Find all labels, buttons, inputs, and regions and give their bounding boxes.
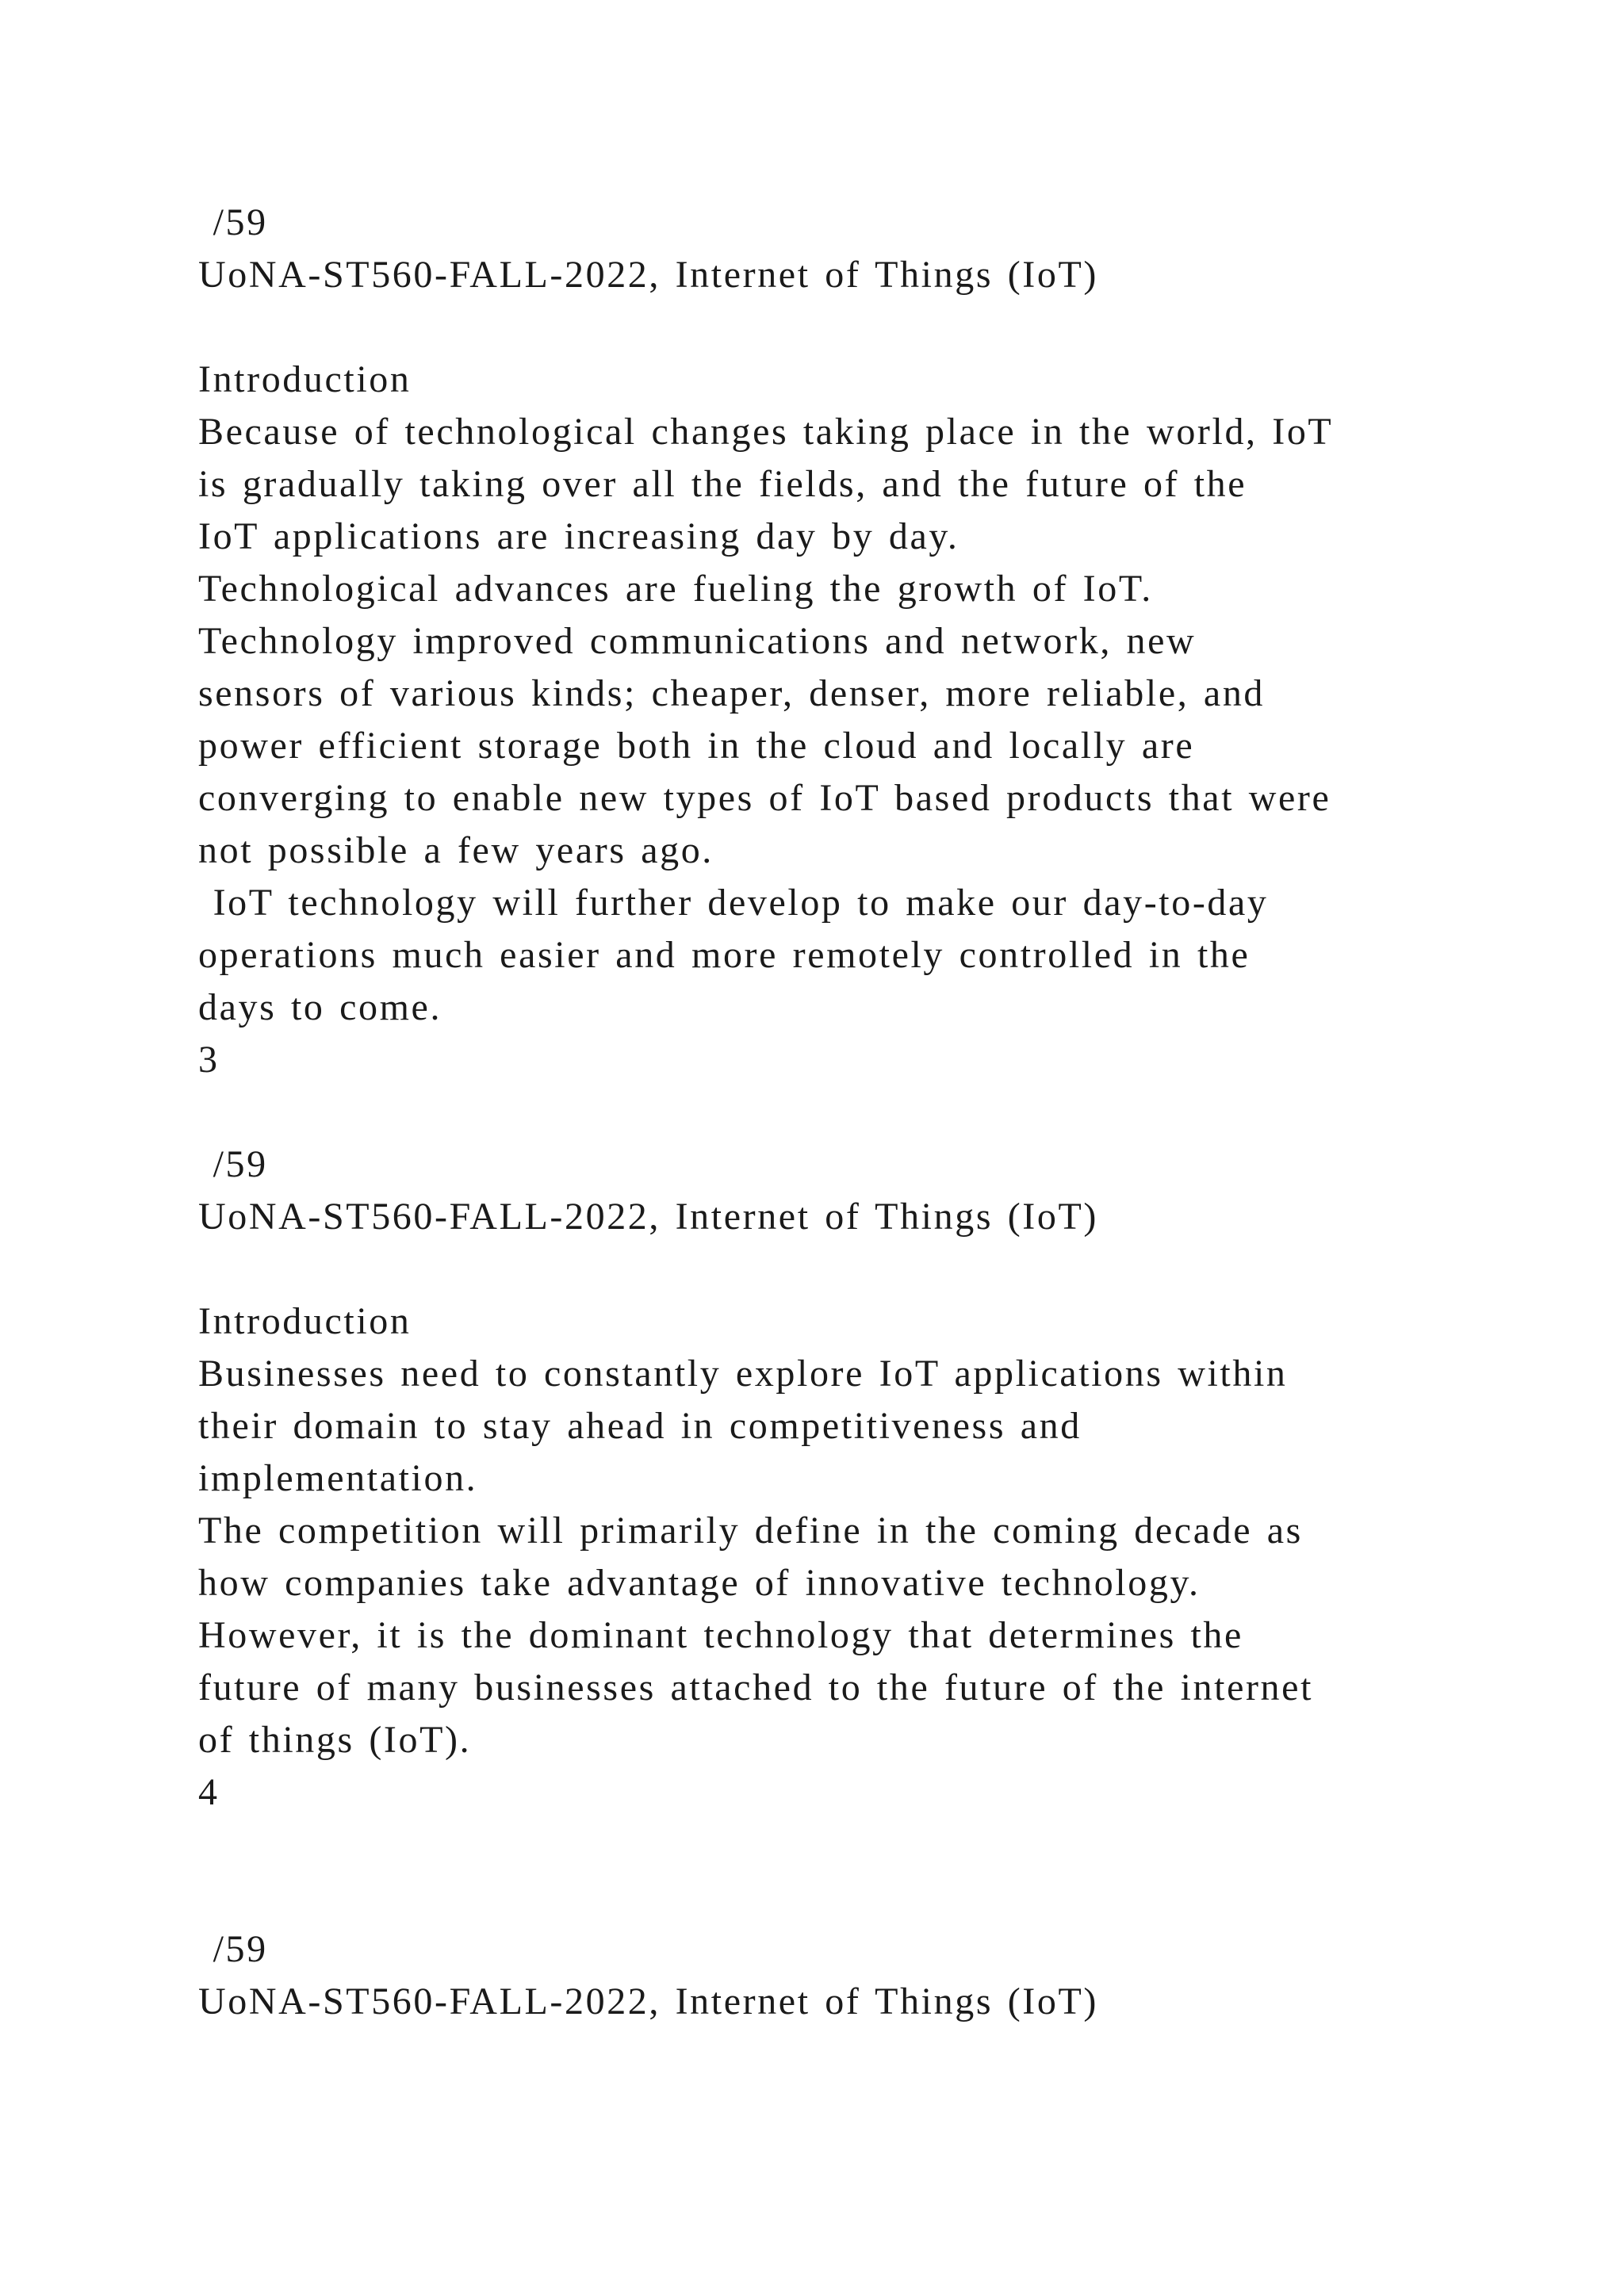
- slide-block: [198, 197, 1499, 1086]
- body-line: is gradually taking over all the fields, and the future of the: [198, 463, 1247, 505]
- slide-block: [198, 1138, 1499, 1819]
- page-marker: /59: [198, 1928, 268, 1970]
- body-line: power efficient storage both in the cloud and locally are: [198, 725, 1195, 767]
- body-line: The competition will primarily define in the coming decade as: [198, 1510, 1303, 1552]
- spacer: [198, 1243, 1499, 1295]
- course-header: UoNA-ST560-FALL-2022, Internet of Things (IoT): [198, 1196, 1098, 1238]
- section-title: Introduction: [198, 1300, 412, 1342]
- body-line: Businesses need to constantly explore IoT applications within: [198, 1353, 1288, 1395]
- body-line: sensors of various kinds; cheaper, denser, more reliable, and: [198, 672, 1266, 714]
- body-line: not possible a few years ago.: [198, 829, 714, 871]
- spacer: [198, 1819, 1499, 1923]
- body-line: operations much easier and more remotely controlled in the: [198, 934, 1251, 976]
- body-line: of things (IoT).: [198, 1719, 472, 1761]
- slide-number: 4: [198, 1771, 220, 1813]
- body-line: Technological advances are fueling the growth of IoT.: [198, 568, 1153, 610]
- body-line: implementation.: [198, 1457, 478, 1499]
- spacer: [198, 1086, 1499, 1138]
- section-title: Introduction: [198, 358, 412, 400]
- slide-number: 3: [198, 1039, 220, 1081]
- slide-block: [198, 1923, 1499, 2028]
- body-line: Technology improved communications and network, new: [198, 620, 1197, 662]
- body-line: future of many businesses attached to the future of the internet: [198, 1667, 1314, 1709]
- body-line: IoT technology will further develop to make our day-to-day: [198, 882, 1269, 924]
- page-marker: /59: [198, 1143, 268, 1185]
- course-header: UoNA-ST560-FALL-2022, Internet of Things (IoT): [198, 1980, 1098, 2022]
- body-line: Because of technological changes taking place in the world, IoT: [198, 411, 1334, 453]
- body-line: how companies take advantage of innovative technology.: [198, 1562, 1201, 1604]
- body-line: IoT applications are increasing day by day.: [198, 515, 959, 557]
- page-marker: /59: [198, 201, 268, 243]
- course-header: UoNA-ST560-FALL-2022, Internet of Things (IoT): [198, 254, 1098, 296]
- body-line: However, it is the dominant technology that determines the: [198, 1614, 1243, 1656]
- document-page: [198, 197, 1499, 2028]
- body-line: days to come.: [198, 986, 442, 1028]
- body-line: their domain to stay ahead in competitiveness and: [198, 1405, 1082, 1447]
- spacer: [198, 301, 1499, 354]
- body-line: converging to enable new types of IoT based products that were: [198, 777, 1331, 819]
